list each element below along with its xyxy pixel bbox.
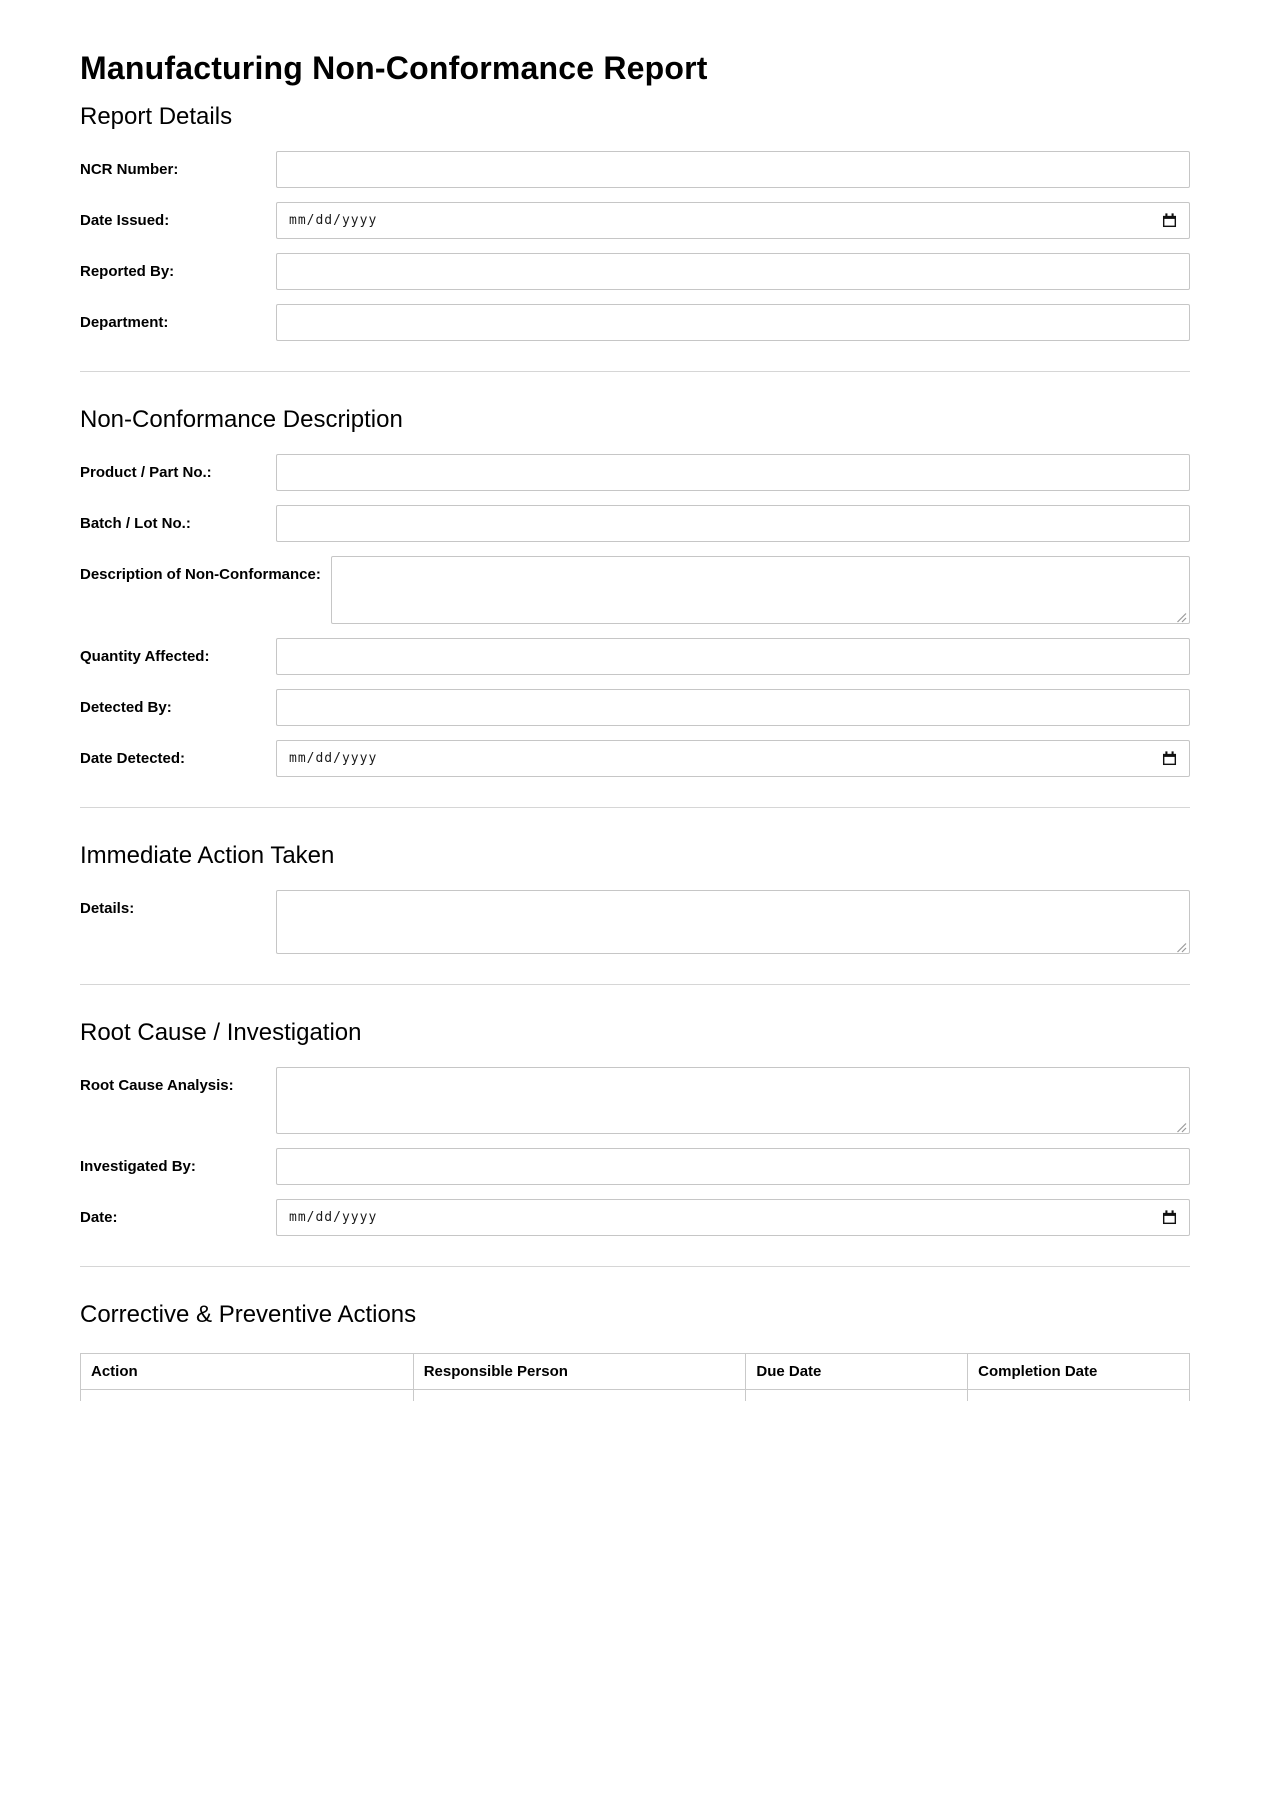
quantity-label: Quantity Affected: <box>80 648 210 665</box>
ncr-number-label: NCR Number: <box>80 161 179 178</box>
capa-col-action: Action <box>81 1354 414 1390</box>
description-label: Description of Non-Conformance: <box>80 566 321 583</box>
resize-handle-icon[interactable] <box>1176 940 1187 951</box>
field-row-root-cause-analysis <box>80 1067 1190 1134</box>
batch-lot-label: Batch / Lot No.: <box>80 515 191 532</box>
divider <box>80 1266 1190 1267</box>
capa-table-empty-row <box>81 1390 1190 1401</box>
quantity-input[interactable] <box>276 638 1190 675</box>
section-nonconformance-description <box>80 406 1190 777</box>
divider <box>80 371 1190 372</box>
field-row-batch-lot <box>80 505 1190 542</box>
date-issued-label: Date Issued: <box>80 212 170 229</box>
resize-handle-icon[interactable] <box>1176 1120 1187 1131</box>
ncr-number-input[interactable] <box>276 151 1190 188</box>
product-part-input[interactable] <box>276 454 1190 491</box>
root-cause-analysis-textarea[interactable] <box>276 1067 1190 1134</box>
divider <box>80 984 1190 985</box>
root-cause-date-label: Date: <box>80 1209 118 1226</box>
field-row-quantity <box>80 638 1190 675</box>
divider <box>80 807 1190 808</box>
capa-cell-action[interactable] <box>81 1390 414 1401</box>
department-input[interactable] <box>276 304 1190 341</box>
capa-heading: Corrective & Preventive Actions <box>80 1301 417 1328</box>
capa-cell-responsible-person[interactable] <box>413 1390 746 1401</box>
root-cause-heading: Root Cause / Investigation <box>80 1019 362 1046</box>
section-report-details <box>80 103 1190 341</box>
field-row-detected-by <box>80 689 1190 726</box>
capa-table <box>80 1353 1190 1401</box>
capa-col-responsible-person: Responsible Person <box>413 1354 746 1390</box>
field-row-investigated-by <box>80 1148 1190 1185</box>
date-issued-input[interactable] <box>276 202 1190 239</box>
field-row-date-issued <box>80 202 1190 239</box>
section-capa <box>80 1301 1190 1401</box>
root-cause-analysis-label: Root Cause Analysis: <box>80 1077 234 1094</box>
department-label: Department: <box>80 314 169 331</box>
capa-col-completion-date: Completion Date <box>968 1354 1190 1390</box>
details-textarea[interactable] <box>276 890 1190 954</box>
resize-handle-icon[interactable] <box>1176 610 1187 621</box>
section-root-cause <box>80 1019 1190 1236</box>
field-row-department <box>80 304 1190 341</box>
nonconformance-heading: Non-Conformance Description <box>80 406 403 433</box>
reported-by-input[interactable] <box>276 253 1190 290</box>
detected-by-input[interactable] <box>276 689 1190 726</box>
capa-col-due-date: Due Date <box>746 1354 968 1390</box>
field-row-product-part <box>80 454 1190 491</box>
date-issued-placeholder: mm/dd/yyyy <box>289 213 378 228</box>
report-details-heading: Report Details <box>80 103 233 130</box>
calendar-icon[interactable] <box>1160 1209 1178 1227</box>
date-detected-label: Date Detected: <box>80 750 186 767</box>
root-cause-date-input[interactable] <box>276 1199 1190 1236</box>
field-row-date-detected <box>80 740 1190 777</box>
page-title: Manufacturing Non-Conformance Report <box>80 50 708 86</box>
calendar-icon[interactable] <box>1160 750 1178 768</box>
field-row-ncr-number <box>80 151 1190 188</box>
field-row-description <box>80 556 1190 624</box>
investigated-by-label: Investigated By: <box>80 1158 196 1175</box>
description-textarea[interactable] <box>331 556 1190 624</box>
root-cause-date-placeholder: mm/dd/yyyy <box>289 1210 378 1225</box>
capa-cell-completion-date[interactable] <box>968 1390 1190 1401</box>
capa-table-header-row <box>81 1354 1190 1390</box>
capa-cell-due-date[interactable] <box>746 1390 968 1401</box>
investigated-by-input[interactable] <box>276 1148 1190 1185</box>
batch-lot-input[interactable] <box>276 505 1190 542</box>
date-detected-placeholder: mm/dd/yyyy <box>289 751 378 766</box>
immediate-action-heading: Immediate Action Taken <box>80 842 335 869</box>
detected-by-label: Detected By: <box>80 699 172 716</box>
reported-by-label: Reported By: <box>80 263 175 280</box>
date-detected-input[interactable] <box>276 740 1190 777</box>
section-immediate-action <box>80 842 1190 954</box>
calendar-icon[interactable] <box>1160 212 1178 230</box>
field-row-details <box>80 890 1190 954</box>
product-part-label: Product / Part No.: <box>80 464 212 481</box>
details-label: Details: <box>80 900 135 917</box>
field-row-reported-by <box>80 253 1190 290</box>
field-row-root-cause-date <box>80 1199 1190 1236</box>
